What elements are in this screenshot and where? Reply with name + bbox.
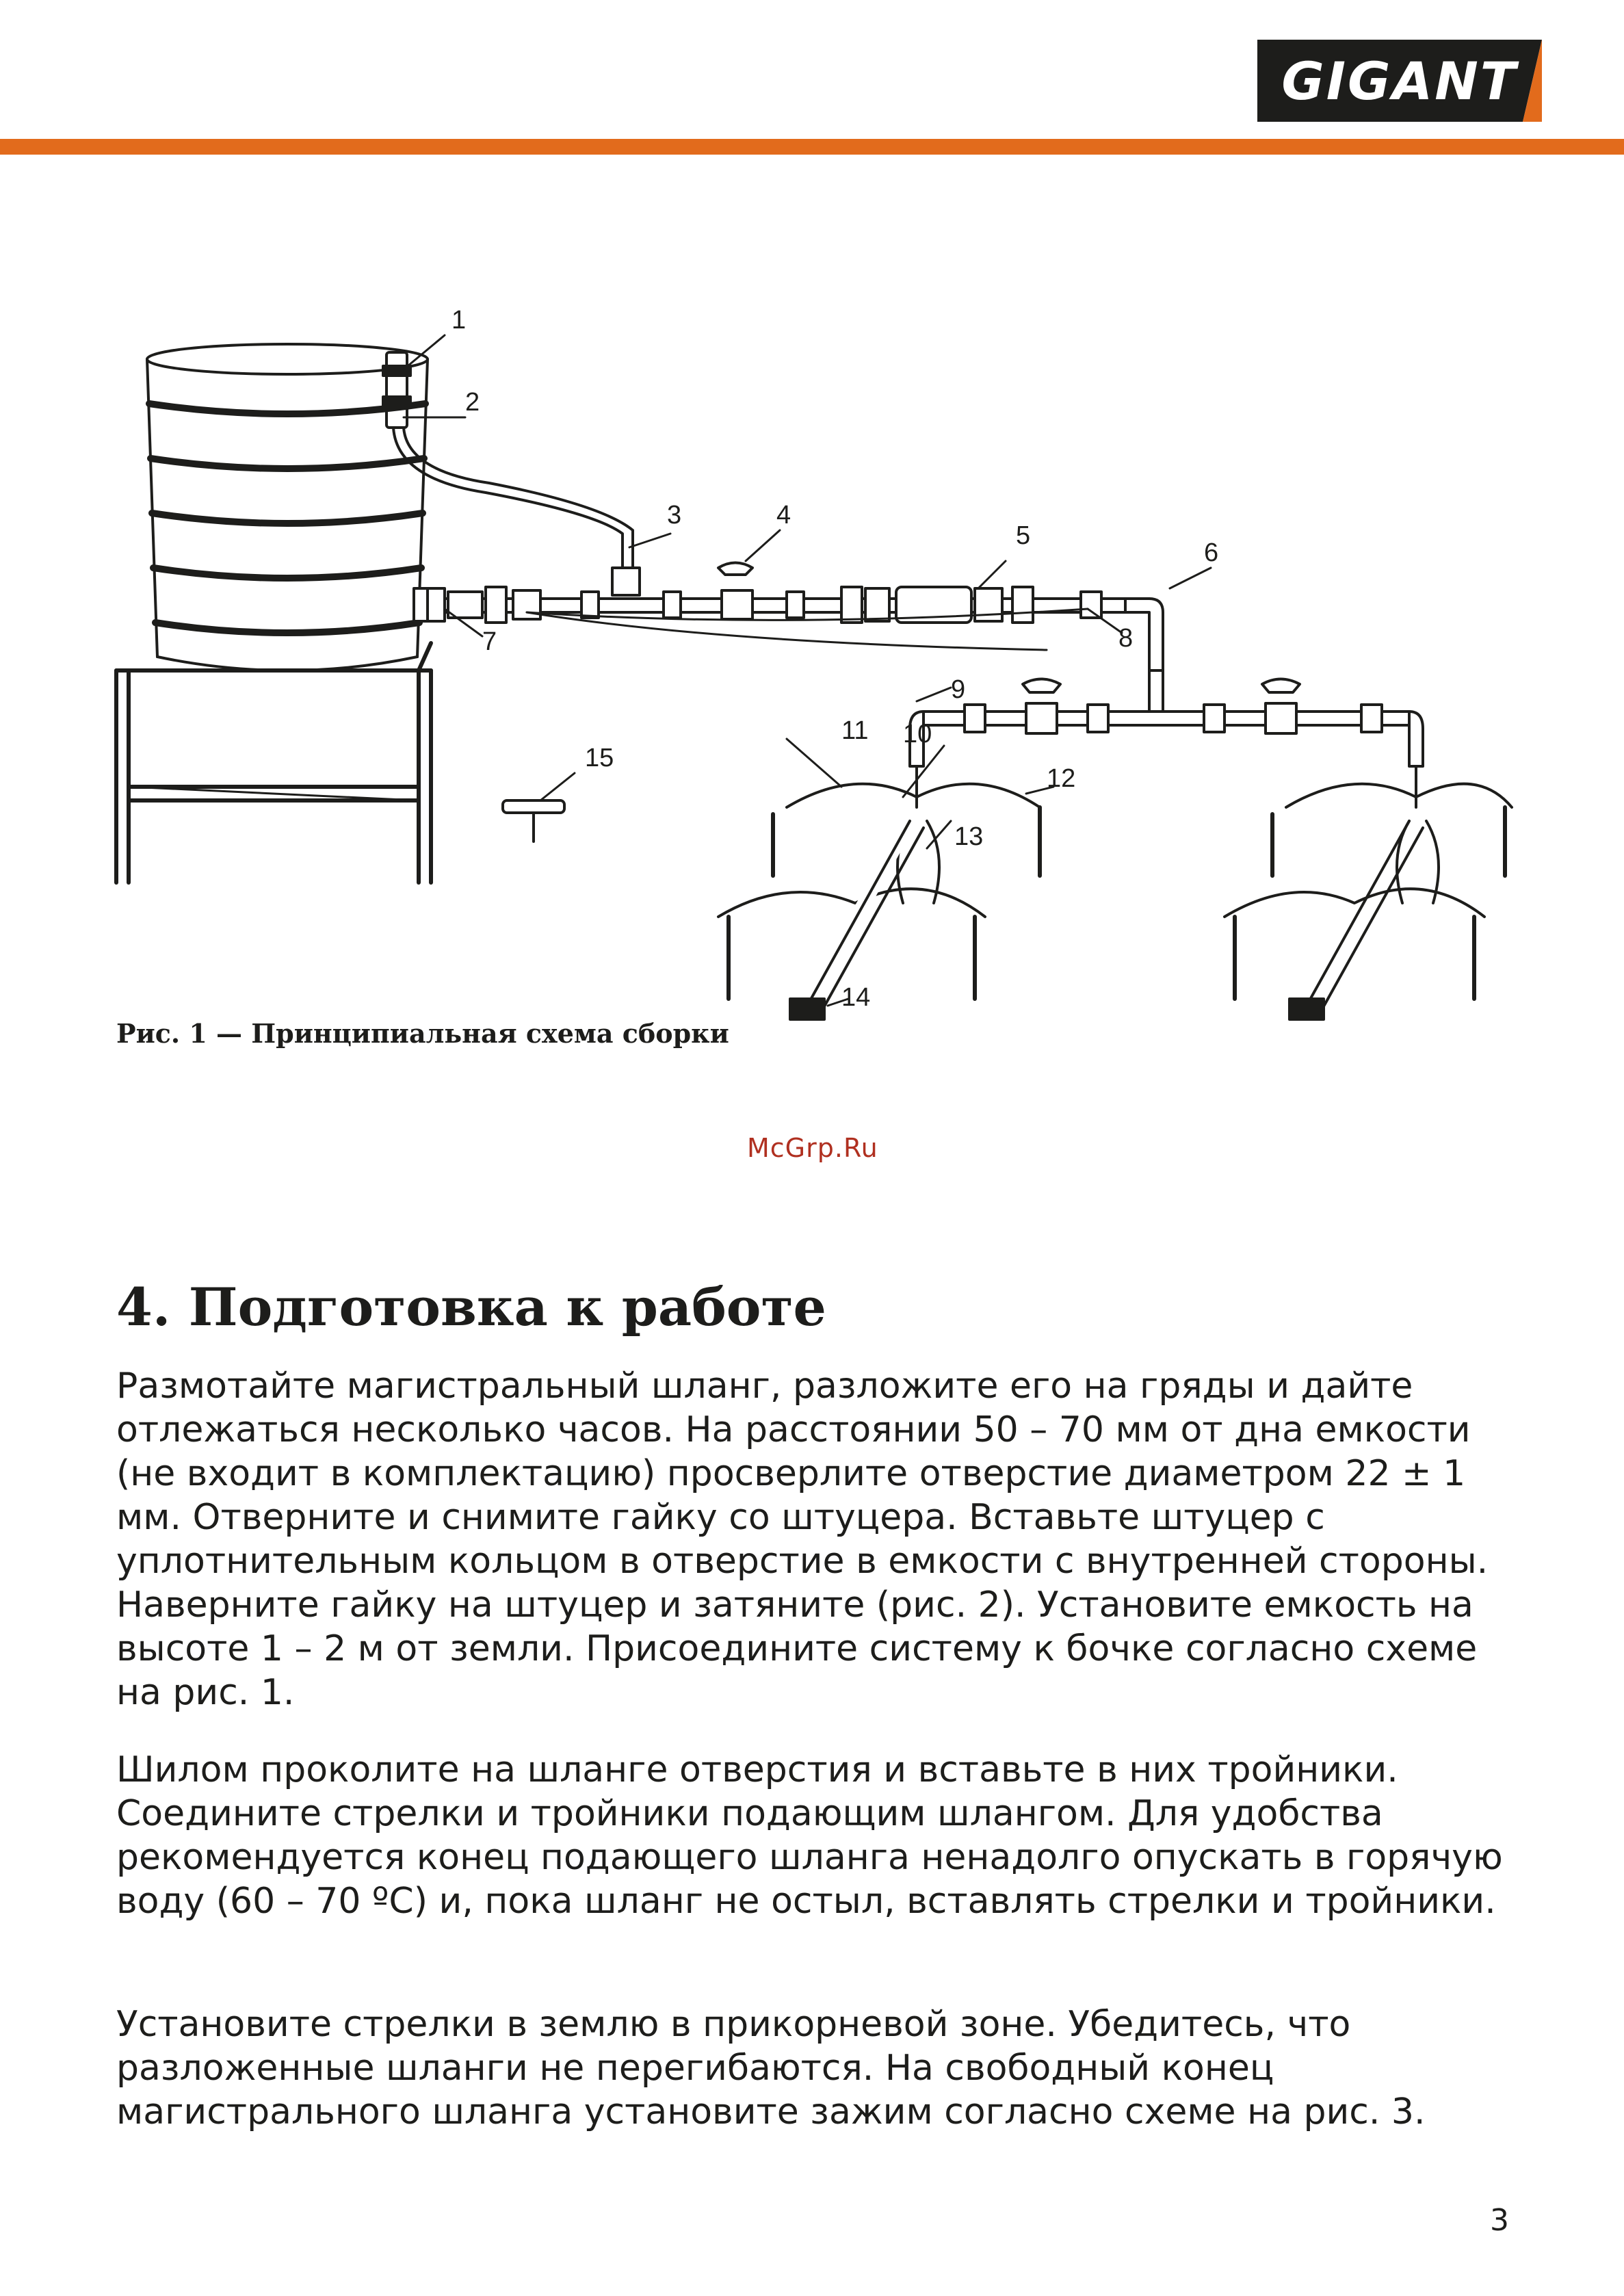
barrel-stand: [116, 643, 431, 883]
assembly-diagram: [103, 287, 1525, 1026]
callout-13: 13: [954, 822, 984, 851]
dripper-group-right: [1224, 766, 1512, 1019]
callout-3: 3: [667, 501, 682, 530]
callout-6: 6: [1204, 538, 1219, 567]
supply-hose-curve: [393, 428, 623, 568]
dripper-group-left: [718, 766, 1040, 1019]
watermark: McGrp.Ru: [747, 1133, 878, 1163]
paragraph-3: Установите стрелки в землю в прикорневой зоне. Убедитесь, что разложенные шланги не перегибаются. На свободный конец магистрального шланга установите зажим согласно схеме на рис. 3.: [116, 2004, 1426, 2132]
brand-name: GIGANT: [1281, 50, 1518, 112]
callout-labels: [451, 306, 1218, 1012]
header-accent-bar: [0, 139, 1624, 155]
callout-1: 1: [451, 306, 467, 335]
page-number: 3: [1490, 2203, 1509, 2238]
callout-7: 7: [482, 627, 497, 656]
section-title: 4. Подготовка к работе: [116, 1277, 826, 1338]
leader-lines: [404, 335, 1211, 1006]
callout-12: 12: [1047, 764, 1076, 793]
main-line: [417, 563, 1163, 671]
callout-10: 10: [903, 720, 932, 748]
brand-logo: [1257, 40, 1542, 122]
paragraph-1: Размотайте магистральный шланг, разложите его на гряды и дайте отлежаться несколько часов. На расстоянии 50 – 70 мм от дна емкости (не входит в комплектацию) просверлите отверстие диаметром 22 ± 1 мм. Отверните и снимите гайку со штуцера. Вставьте штуцер с уплотнительным кольцом в отверстие в емкости с внутренней стороны. Наверните гайку на штуцер и затяните (рис. 2). Установите емкость на высоте 1 – 2 м от земли. Присоедините систему к бочке согласно схеме на рис. 1.: [116, 1366, 1489, 1713]
callout-11: 11: [841, 716, 869, 745]
callout-15: 15: [585, 744, 614, 772]
callout-2: 2: [465, 388, 480, 417]
paragraph-2: Шилом проколите на шланге отверстия и вставьте в них тройники. Соедините стрелки и тройники подающим шлангом. Для удобства рекомендуется конец подающего шланга ненадолго опускать в горячую воду (60 – 70 ºС) и, пока шланг не остыл, вставлять стрелки и тройники.: [116, 1749, 1503, 1922]
callout-9: 9: [951, 675, 966, 704]
callout-4: 4: [776, 501, 791, 530]
figure-caption: Рис. 1 — Принципиальная схема сборки: [116, 1018, 729, 1049]
callout-8: 8: [1118, 624, 1134, 653]
distribution-line: [910, 670, 1423, 766]
callout-5: 5: [1016, 521, 1031, 550]
callout-14: 14: [841, 983, 871, 1012]
awl-tool: [503, 800, 564, 842]
